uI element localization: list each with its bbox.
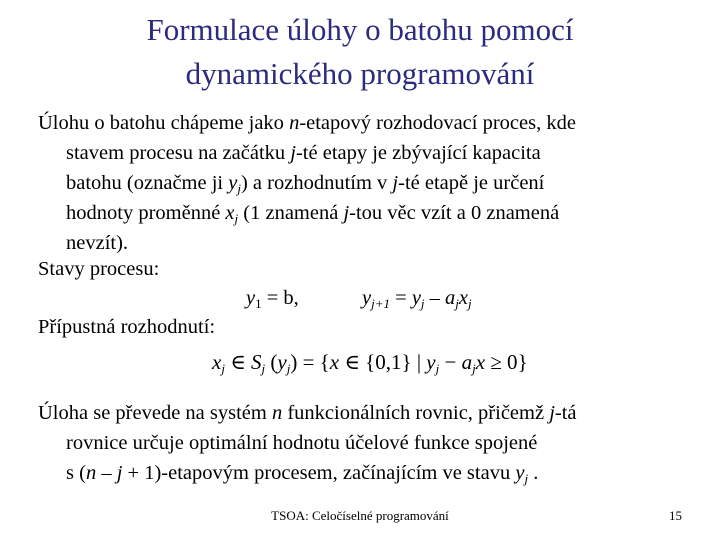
para1-line-3: batohu (označme ji $y_j$) a rozhodnutím v j-té etapě je určení xyxy=(66,172,545,196)
para1-line-5: nevzít). xyxy=(66,232,129,254)
slide-number: 15 xyxy=(669,508,682,523)
states-label: Stavy procesu: xyxy=(38,258,160,280)
title-line-1: Formulace úlohy o batohu pomocí xyxy=(146,12,574,47)
para1-line-4: hodnoty proměnné $x_j$ (1 znamená j-tou věc vzít a 0 znamená xyxy=(66,202,560,226)
title-line-2: dynamického programování xyxy=(185,56,535,91)
para2-line-2: rovnice určuje optimální hodnotu účelové funkce spojené xyxy=(66,432,538,454)
feasible-set-formula: $x_j$ ∈ $S_j$ $(y_j) = \{x$ ∈ {0,1} | $y_j - a_jx \ge 0$} xyxy=(212,350,528,376)
state-equation-initial: $y_1 = b$, xyxy=(246,287,299,311)
state-equation-transition: $y_{j+1} = y_j - a_jx_j$ xyxy=(362,287,472,311)
feasible-decisions-label: Přípustná rozhodnutí: xyxy=(38,316,216,338)
footer-course-title: TSOA: Celočíselné programování xyxy=(271,508,449,523)
paragraph-problem-formulation xyxy=(38,108,698,258)
para1-line-2: stavem procesu na začátku j-té etapy je zbývající kapacita xyxy=(66,142,541,164)
paragraph-functional-equations xyxy=(38,398,698,488)
para2-line-3: s (n – j + 1)-etapovým procesem, začínajícím ve stavu $y_j$ . xyxy=(66,462,539,486)
para1-line-1: Úlohu o batohu chápeme jako n-etapový rozhodovací proces, kde xyxy=(38,112,576,134)
para2-line-1: Úloha se převede na systém n funkcionálních rovnic, přičemž j-tá xyxy=(38,402,577,424)
slide-title xyxy=(0,8,720,96)
